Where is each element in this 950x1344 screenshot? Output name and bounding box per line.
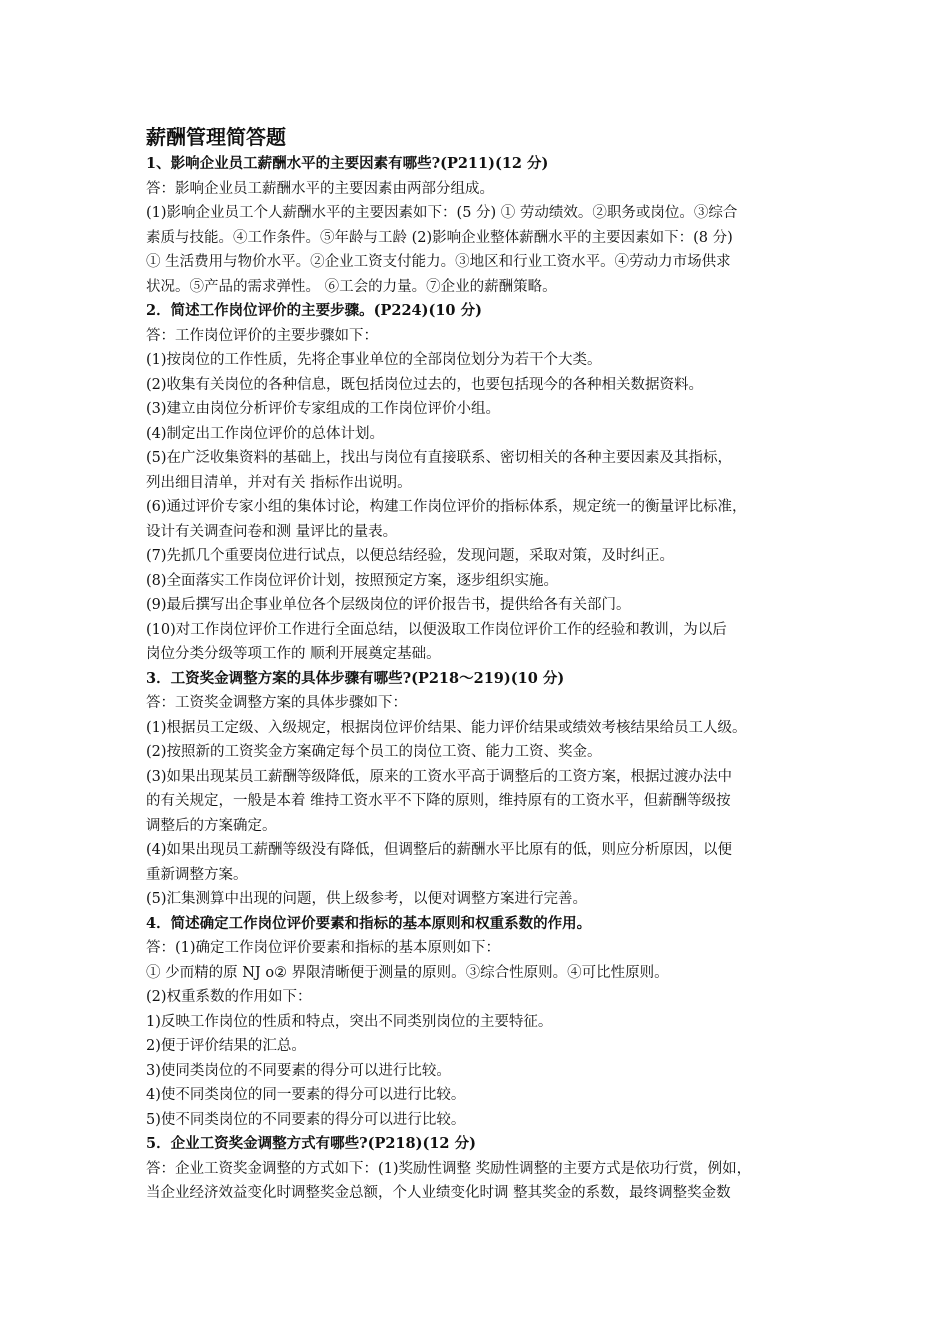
- text-line: 4)使不同类岗位的同一要素的得分可以进行比较。: [146, 1087, 466, 1103]
- text-line: (6)通过评价专家小组的集体讨论，构建工作岗位评价的指标体系，规定统一的衡量评比标准，: [146, 499, 747, 515]
- text-line: (1)影响企业员工个人薪酬水平的主要因素如下：(5 分) ① 劳动绩效。②职务或岗位。③综合: [146, 205, 738, 221]
- text-line: (4)制定出工作岗位评价的总体计划。: [146, 425, 385, 442]
- text-line: 答：(1)确定工作岗位评价要素和指标的基本原则如下：: [146, 940, 501, 956]
- question-heading: 5．企业工资奖金调整方式有哪些?(P218)(12 分): [146, 1135, 476, 1152]
- text-line: (3)如果出现某员工薪酬等级降低，原来的工资水平高于调整后的工资方案，根据过渡办法中: [146, 768, 733, 785]
- text-line: (5)汇集测算中出现的问题，供上级参考，以便对调整方案进行完善。: [146, 891, 588, 907]
- text-line: 的有关规定，一般是本着 维持工资水平不下降的原则，维持原有的工资水平，但薪酬等级按: [146, 793, 731, 809]
- text-line: 5)使不同类岗位的不同要素的得分可以进行比较。: [146, 1111, 466, 1128]
- text-line: (7)先抓几个重要岗位进行试点，以便总结经验，发现问题，采取对策，及时纠正。: [146, 548, 675, 564]
- text-line: (2)权重系数的作用如下：: [146, 989, 312, 1005]
- question-heading: 4．简述确定工作岗位评价要素和指标的基本原则和权重系数的作用。: [146, 914, 592, 932]
- text-line: ① 生活费用与物价水平。②企业工资支付能力。③地区和行业工资水平。④劳动力市场供求: [146, 254, 731, 270]
- text-line: 设计有关调查问卷和测 量评比的量表。: [146, 523, 398, 540]
- text-line: 列出细目清单，并对有关 指标作出说明。: [146, 474, 412, 491]
- text-line: (3)建立由岗位分析评价专家组成的工作岗位评价小组。: [146, 401, 501, 417]
- text-line: 调整后的方案确定。: [146, 817, 277, 834]
- text-line: 1)反映工作岗位的性质和特点，突出不同类别岗位的主要特征。: [146, 1013, 553, 1030]
- text-line: 答：工资奖金调整方案的具体步骤如下：: [146, 695, 407, 711]
- text-line: (1)按岗位的工作性质，先将企事业单位的全部岗位划分为若干个大类。: [146, 352, 602, 368]
- document-title: 薪酬管理简答题: [146, 125, 286, 149]
- document-page: [146, 122, 814, 1206]
- text-line: 重新调整方案。: [146, 866, 248, 883]
- text-line: (8)全面落实工作岗位评价计划，按照预定方案，逐步组织实施。: [146, 572, 559, 589]
- text-line: 状况。⑤产品的需求弹性。 ⑥工会的力量。⑦企业的薪酬策略。: [146, 278, 557, 295]
- text-line: 2)便于评价结果的汇总。: [146, 1038, 306, 1054]
- text-line: 答：影响企业员工薪酬水平的主要因素由两部分组成。: [146, 180, 494, 197]
- text-line: 3)使同类岗位的不同要素的得分可以进行比较。: [146, 1062, 451, 1079]
- document-body: [146, 152, 814, 1206]
- text-line: 岗位分类分级等项工作的 顺利开展奠定基础。: [146, 646, 441, 662]
- text-line: 当企业经济效益变化时调整奖金总额，个人业绩变化时调 整其奖金的系数，最终调整奖金数: [146, 1185, 731, 1201]
- text-line: (9)最后撰写出企事业单位各个层级岗位的评价报告书，提供给各有关部门。: [146, 597, 631, 613]
- text-line: 答：工作岗位评价的主要步骤如下：: [146, 327, 378, 344]
- text-line: (4)如果出现员工薪酬等级没有降低，但调整后的薪酬水平比原有的低，则应分析原因，以便: [146, 842, 733, 858]
- text-line: (5)在广泛收集资料的基础上，找出与岗位有直接联系、密切相关的各种主要因素及其指标，: [146, 450, 733, 466]
- question-heading: 2．简述工作岗位评价的主要步骤。(P224)(10 分): [146, 302, 482, 319]
- text-line: (2)收集有关岗位的各种信息，既包括岗位过去的，也要包括现今的各种相关数据资料。: [146, 376, 704, 393]
- question-heading: 1、影响企业员工薪酬水平的主要因素有哪些?(P211)(12 分): [146, 155, 549, 172]
- text-line: (1)根据员工定级、入级规定，根据岗位评价结果、能力评价结果或绩效考核结果给员工人级。: [146, 719, 747, 736]
- text-line: ① 少而精的原 NJ o② 界限清晰便于测量的原则。③综合性原则。④可比性原则。: [146, 964, 669, 981]
- text-line: (2)按照新的工资奖金方案确定每个员工的岗位工资、能力工资、奖金。: [146, 744, 602, 760]
- question-heading: 3．工资奖金调整方案的具体步骤有哪些?(P218～219)(10 分): [146, 669, 565, 687]
- text-line: (10)对工作岗位评价工作进行全面总结，以便汲取工作岗位评价工作的经验和教训，为以后: [146, 621, 727, 638]
- text-line: 答：企业工资奖金调整的方式如下：(1)奖励性调整 奖励性调整的主要方式是依功行赏，例如，: [146, 1160, 752, 1177]
- text-line: 素质与技能。④工作条件。⑤年龄与工龄 (2)影响企业整体薪酬水平的主要因素如下：(8 分): [146, 229, 733, 246]
